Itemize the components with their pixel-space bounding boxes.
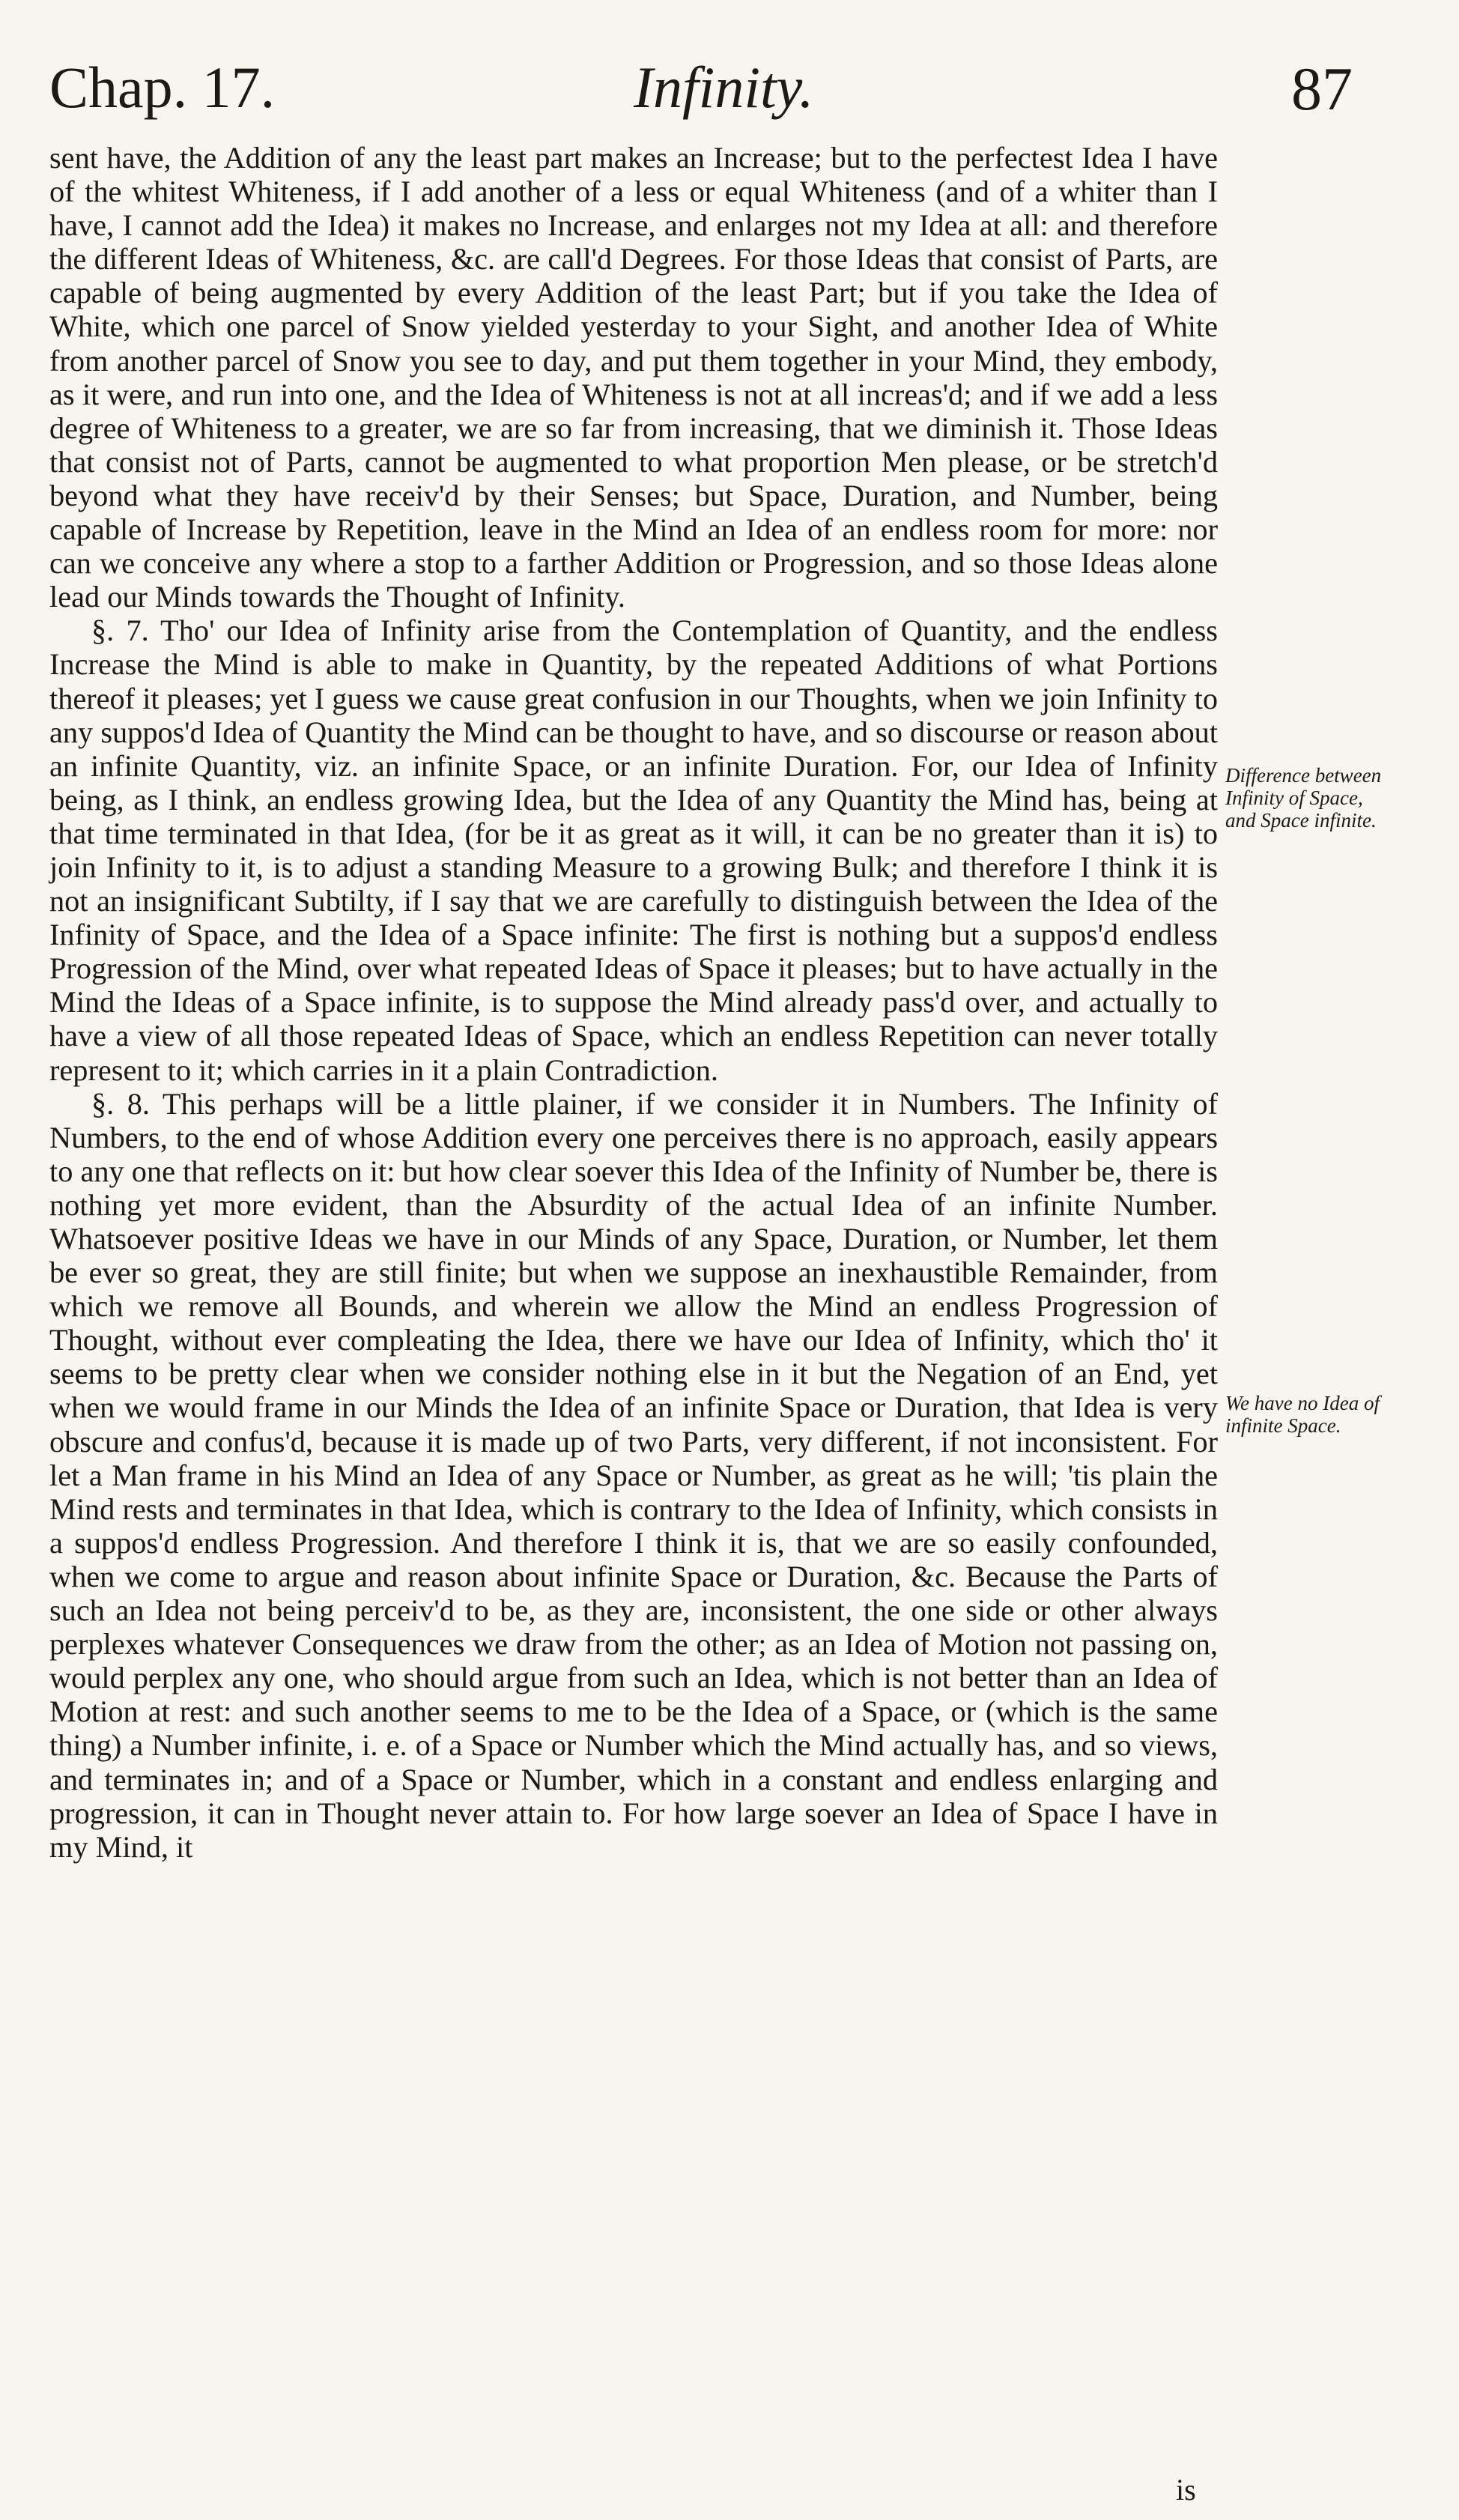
catchword: is <box>1176 2473 1196 2507</box>
page-number: 87 <box>1291 55 1353 123</box>
running-title: Infinity. <box>634 55 814 120</box>
chapter-heading: Chap. 17. <box>49 55 276 120</box>
paragraph-continuation: sent have, the Addition of any the least part makes an Increase; but to the perfectest Idea I have of the whitest Whiteness, if I add another of a less or equal Whiteness (and of a whiter than I have, I cannot add the Idea) it makes no Increase, and enlarges not my Idea at all: and therefore the different Ideas of Whiteness, &c. are call'd Degrees. For those Ideas that consist of Parts, are capable of being augmented by every Addition of the least Part; but if you take the Idea of White, which one parcel of Snow yielded yesterday to your Sight, and another Idea of White from another parcel of Snow you see to day, and put them together in your Mind, they embody, as it were, and run into one, and the Idea of Whiteness is not at all increas'd; and if we add a less degree of Whiteness to a greater, we are so far from increasing, that we diminish it. Those Ideas that consist not of Parts, cannot be augmented to what proportion Men please, or be stretch'd beyond what they have receiv'd by their Senses; but Space, Duration, and Number, being capable of Increase by Repetition, leave in the Mind an Idea of an endless room for more: nor can we conceive any where a stop to a farther Addition or Progression, and so those Ideas alone lead our Minds towards the Thought of Infinity. <box>49 141 1218 614</box>
margin-note-no-idea: We have no Idea of infinite Space. <box>1225 1392 1380 1437</box>
margin-note-difference: Difference between Infinity of Space, and Space infinite. <box>1225 764 1382 832</box>
page-header <box>49 54 1353 136</box>
body-text <box>49 141 1218 1864</box>
paragraph-section-8: §. 8. This perhaps will be a little plainer, if we consider it in Numbers. The Infinity of Numbers, to the end of whose Addition every one perceives there is no approach, easily appears to any one that reflects on it: but how clear soever this Idea of the Infinity of Number be, there is nothing yet more evident, than the Absurdity of the actual Idea of an infinite Number. Whatsoever positive Ideas we have in our Minds of any Space, Duration, or Number, let them be ever so great, they are still finite; but when we suppose an inexhaustible Remainder, from which we remove all Bounds, and wherein we allow the Mind an endless Progression of Thought, without ever compleating the Idea, there we have our Idea of Infinity, which tho' it seems to be pretty clear when we consider nothing else in it but the Negation of an End, yet when we would frame in our Minds the Idea of an infinite Space or Duration, that Idea is very obscure and confus'd, because it is made up of two Parts, very different, if not inconsistent. For let a Man frame in his Mind an Idea of any Space or Number, as great as he will; 'tis plain the Mind rests and terminates in that Idea, which is contrary to the Idea of Infinity, which consists in a suppos'd endless Progression. And therefore I think it is, that we are so easily confounded, when we come to argue and reason about infinite Space or Duration, &c. Because the Parts of such an Idea not being perceiv'd to be, as they are, inconsistent, the one side or other always perplexes whatever Consequences we draw from the other; as an Idea of Motion not passing on, would perplex any one, who should argue from such an Idea, which is not better than an Idea of Motion at rest: and such another seems to me to be the Idea of a Space, or (which is the same thing) a Number infinite, i. e. of a Space or Number which the Mind actually has, and so views, and terminates in; and of a Space or Number, which in a constant and endless enlarging and progression, it can in Thought never attain to. For how large soever an Idea of Space I have in my Mind, it <box>49 1086 1218 1864</box>
paragraph-section-7: §. 7. Tho' our Idea of Infinity arise from the Contemplation of Quantity, and the endless Increase the Mind is able to make in Quantity, by the repeated Additions of what Portions thereof it pleases; yet I guess we cause great confusion in our Thoughts, when we join Infinity to any suppos'd Idea of Quantity the Mind can be thought to have, and so discourse or reason about an infinite Quantity, viz. an infinite Space, or an infinite Duration. For, our Idea of Infinity being, as I think, an endless growing Idea, but the Idea of any Quantity the Mind has, being at that time terminated in that Idea, (for be it as great as it will, it can be no greater than it is) to join Infinity to it, is to adjust a standing Measure to a growing Bulk; and therefore I think it is not an insignificant Subtilty, if I say that we are carefully to distinguish between the Idea of the Infinity of Space, and the Idea of a Space infinite: The first is nothing but a suppos'd endless Progression of the Mind, over what repeated Ideas of Space it pleases; but to have actually in the Mind the Ideas of a Space infinite, is to suppose the Mind already pass'd over, and actually to have a view of all those repeated Ideas of Space, which an endless Repetition can never totally represent to it; which carries in it a plain Contradiction. <box>49 614 1218 1087</box>
